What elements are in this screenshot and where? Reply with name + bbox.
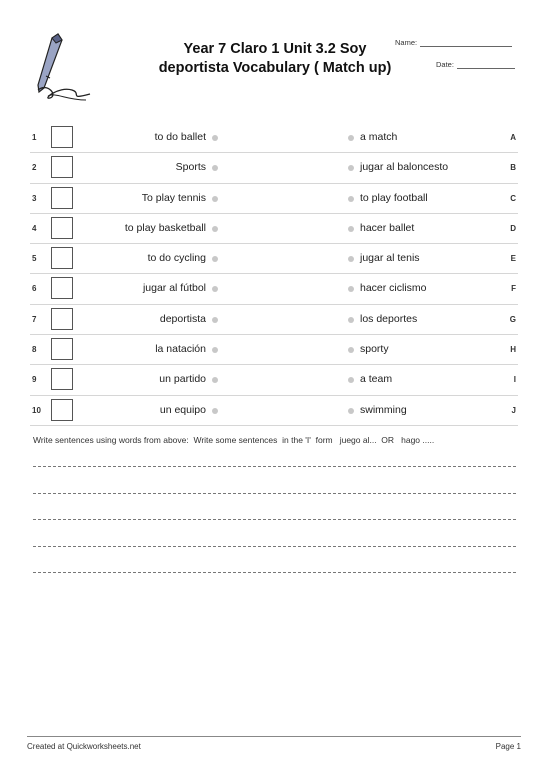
answer-box[interactable] <box>51 399 73 421</box>
answer-box[interactable] <box>51 126 73 148</box>
right-term: los deportes <box>360 312 418 325</box>
row-letter: A <box>510 133 516 142</box>
left-term: to do cycling <box>147 252 206 265</box>
match-row <box>30 244 518 274</box>
match-row <box>30 184 518 214</box>
right-dot[interactable] <box>348 165 354 171</box>
row-number: 9 <box>32 375 37 385</box>
answer-box[interactable] <box>51 308 73 330</box>
date-label: Date: <box>436 60 454 69</box>
row-letter: J <box>511 405 516 415</box>
right-dot[interactable] <box>348 347 354 353</box>
answer-box[interactable] <box>51 247 73 269</box>
left-dot[interactable] <box>212 317 218 323</box>
left-dot[interactable] <box>212 165 218 171</box>
row-gap <box>222 305 342 334</box>
right-term: hacer ciclismo <box>360 282 427 295</box>
match-row <box>30 123 518 153</box>
answer-box[interactable] <box>51 368 73 390</box>
match-row <box>30 396 518 426</box>
answer-box[interactable] <box>51 156 73 178</box>
row-number: 1 <box>32 133 37 142</box>
right-term: jugar al baloncesto <box>360 161 449 174</box>
answer-box[interactable] <box>51 217 73 239</box>
answer-box[interactable] <box>51 338 73 360</box>
right-term: swimming <box>360 403 407 416</box>
row-letter: B <box>510 163 516 173</box>
name-line[interactable] <box>420 38 512 47</box>
row-gap <box>222 123 342 152</box>
footer <box>27 736 521 751</box>
answer-box[interactable] <box>51 187 73 209</box>
left-term: deportista <box>159 312 206 325</box>
right-dot[interactable] <box>348 196 354 202</box>
match-table <box>30 123 518 426</box>
row-number: 5 <box>32 254 37 264</box>
right-dot[interactable] <box>348 226 354 232</box>
match-row <box>30 335 518 365</box>
right-term: sporty <box>360 343 389 356</box>
left-term: un partido <box>159 373 206 386</box>
row-gap <box>222 214 342 243</box>
row-gap <box>222 153 342 182</box>
left-term: la natación <box>155 343 206 356</box>
writing-line[interactable] <box>33 466 516 467</box>
right-dot[interactable] <box>348 317 354 323</box>
left-term: to do ballet <box>154 131 206 143</box>
right-term: to play football <box>360 191 428 204</box>
left-term: Sports <box>175 161 206 174</box>
row-number: 4 <box>32 223 37 233</box>
left-dot[interactable] <box>212 377 218 383</box>
row-letter: E <box>510 254 516 264</box>
left-term: to play basketball <box>124 221 206 234</box>
writing-line[interactable] <box>33 493 516 494</box>
right-dot[interactable] <box>348 286 354 292</box>
worksheet-title: Year 7 Claro 1 Unit 3.2 Soy deportista Vocabulary ( Match up) <box>158 41 392 76</box>
page-number: Page 1 <box>495 742 521 751</box>
right-dot[interactable] <box>348 377 354 383</box>
left-dot[interactable] <box>212 256 218 262</box>
right-dot[interactable] <box>348 256 354 262</box>
name-field[interactable] <box>395 38 512 47</box>
row-number: 3 <box>32 193 37 203</box>
row-number: 2 <box>32 163 37 173</box>
row-number: 6 <box>32 284 37 294</box>
right-term: jugar al tenis <box>360 252 420 265</box>
row-letter: H <box>510 345 516 355</box>
match-row <box>30 274 518 304</box>
row-number: 10 <box>32 405 41 415</box>
right-term: a match <box>360 131 398 143</box>
row-gap <box>222 274 342 303</box>
right-dot[interactable] <box>348 135 354 141</box>
left-term: un equipo <box>159 403 206 416</box>
row-letter: C <box>510 193 516 203</box>
pen-icon <box>28 30 100 102</box>
right-dot[interactable] <box>348 408 354 414</box>
match-row <box>30 214 518 244</box>
row-gap <box>222 365 342 394</box>
right-term: a team <box>360 373 393 386</box>
writing-line[interactable] <box>33 546 516 547</box>
row-number: 8 <box>32 345 37 355</box>
instructions: Write sentences using words from above: Write some sentences in the 'I' form juego al... OR hago ..... <box>33 435 435 445</box>
row-letter: D <box>510 223 516 233</box>
row-number: 7 <box>32 314 37 324</box>
match-row <box>30 153 518 183</box>
row-gap <box>222 244 342 273</box>
writing-line[interactable] <box>33 572 516 573</box>
name-label: Name: <box>395 38 418 47</box>
left-dot[interactable] <box>212 135 218 141</box>
row-gap <box>222 184 342 213</box>
left-dot[interactable] <box>212 347 218 353</box>
row-gap <box>222 335 342 364</box>
left-dot[interactable] <box>212 226 218 232</box>
left-dot[interactable] <box>212 286 218 292</box>
row-letter: G <box>509 314 516 324</box>
row-letter: I <box>513 375 516 385</box>
date-field[interactable] <box>436 60 515 69</box>
match-row <box>30 305 518 335</box>
right-term: hacer ballet <box>360 221 415 234</box>
date-line[interactable] <box>457 60 515 69</box>
left-dot[interactable] <box>212 408 218 414</box>
answer-box[interactable] <box>51 277 73 299</box>
left-term: To play tennis <box>141 191 206 204</box>
footer-credit: Created at Quickworksheets.net <box>27 742 141 751</box>
left-term: jugar al fútbol <box>142 282 206 295</box>
left-dot[interactable] <box>212 196 218 202</box>
row-gap <box>222 396 342 425</box>
writing-line[interactable] <box>33 519 516 520</box>
match-row <box>30 365 518 395</box>
row-letter: F <box>511 284 516 294</box>
